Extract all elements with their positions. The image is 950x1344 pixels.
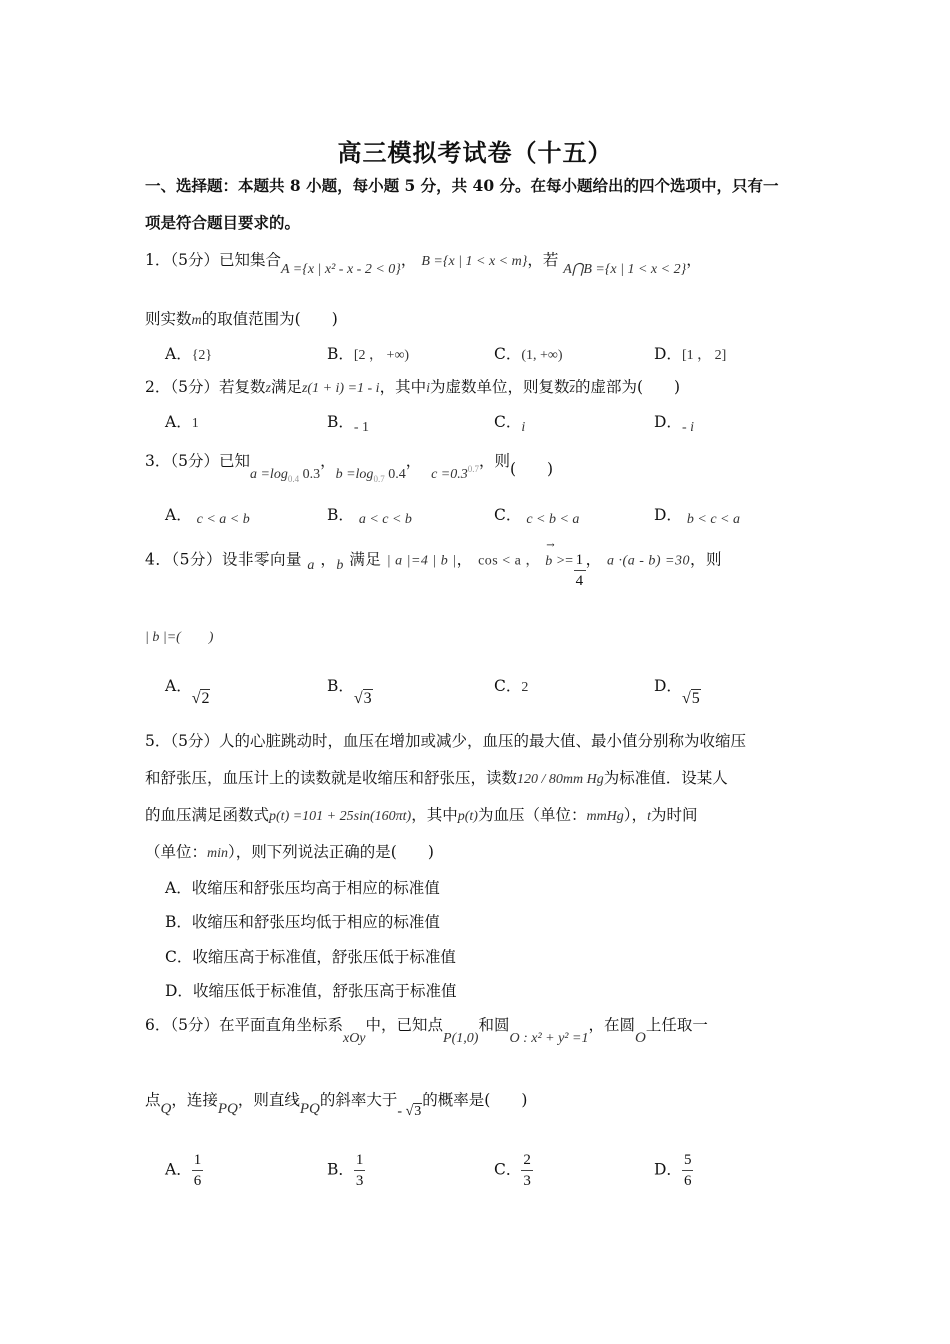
q4-punct: ， [456, 550, 473, 569]
q5-text: ）， [623, 806, 648, 824]
q1-punct: ， [686, 251, 702, 269]
q6-frac-c: $\frac{2}{3}$ [523, 1152, 531, 1189]
q5-text: 为血压（单位： [477, 806, 587, 824]
section-header-line1: 一、选择题：本题共 8 小题，每小题 5 分，共 40 分。在每小题给出的四个选项中，只有一 [145, 176, 779, 195]
q3-text: ，则 [478, 452, 510, 471]
q3-text: 3．（5分）已知 [145, 452, 250, 471]
q2-option-d[interactable]: D．- i [654, 413, 694, 435]
sqrt-icon: √ [405, 1104, 414, 1119]
sqrt-icon: √ [191, 690, 201, 707]
q6-frac-d: $\frac{5}{6}$ [683, 1152, 692, 1189]
q4-punct: ， [585, 550, 602, 569]
q6-point-p: P(1,0) [443, 1031, 479, 1046]
q2-text: 的虚部为( ) [574, 378, 681, 396]
q6-line-pq2: PQ [299, 1101, 320, 1117]
q6-text: 点 [145, 1091, 161, 1109]
q4-option-b[interactable]: B．√3 [327, 677, 372, 707]
q3-option-a[interactable]: A． c < a < b [165, 506, 250, 527]
sqrt-icon: √ [681, 690, 691, 707]
q5-line3 [145, 805, 697, 827]
q6-text: 和圆 [478, 1016, 510, 1034]
q2-var-z: z [265, 381, 271, 396]
q5-text: 的血压满足函数式 [145, 806, 270, 824]
q4-punct: ， [320, 550, 337, 569]
q2-equation: z(1 + i) =1 - i [301, 381, 380, 396]
q5-unit: mmHg [586, 809, 624, 824]
q2-option-a[interactable]: A．1 [165, 413, 199, 431]
q3-option-b[interactable]: B． a < c < b [327, 506, 412, 527]
q3-paren: ( ) [510, 460, 554, 479]
q4-option-a[interactable]: A．√2 [165, 677, 210, 707]
q4-dot-product: a ·(a - b) =30 [607, 553, 690, 569]
section-header-line2: 项是符合题目要求的。 [145, 213, 301, 232]
q5-line1: 5．（5分）人的心脏跳动时，血压在增加或减少，血压的最大值、最小值分别称为收缩压 [145, 732, 746, 750]
q1-punct: ，若 [527, 251, 559, 269]
q5-var-t: t [647, 809, 651, 824]
q6-text: 的概率是( ) [422, 1091, 528, 1109]
q3-exponent-c: 0.7 [467, 464, 479, 474]
q5-text: ），则下列说法正确的是( ) [228, 843, 434, 861]
q5-option-b[interactable]: B．收缩压和舒张压均低于相应的标准值 [165, 913, 440, 931]
q6-frac-a: $\frac{1}{6}$ [193, 1152, 202, 1189]
q4-vector-a: a [307, 557, 315, 573]
q2-option-b[interactable]: B．- 1 [327, 413, 370, 435]
q4-option-c[interactable]: C．2 [494, 677, 529, 695]
q6-frac-b: $\frac{1}{3}$ [355, 1152, 364, 1189]
q5-text: 为标准值．设某人 [603, 769, 728, 787]
q5-text: 和舒张压，血压计上的读数就是收缩压和舒张压，读数 [145, 769, 518, 787]
q4-vector-b-arrow: b [545, 553, 553, 569]
q5-function: p(t) =101 + 25sin(160πt) [269, 809, 412, 824]
q3-option-c[interactable]: C． c < b < a [494, 506, 580, 527]
q6-text: ，在圆 [588, 1016, 635, 1034]
q1-option-b[interactable]: B．[2 ， +∞) [327, 345, 410, 363]
q4-line2 [145, 626, 213, 648]
q3-log-base-b: 0.7 [373, 474, 385, 485]
q6-option-d[interactable]: D． $\frac{5}{6}$ [654, 1152, 692, 1189]
q4-question: | b |=( ) [145, 630, 214, 645]
q5-option-d[interactable]: D．收缩压低于标准值，舒张压高于标准值 [165, 982, 457, 1000]
vector-arrow-icon: → [546, 539, 556, 551]
q6-circle: O : x² + y² =1 [509, 1031, 589, 1046]
q1-text: 的取值范围为( ) [201, 310, 338, 328]
q1-set-a: A ={x | x² - x - 2 < 0} [280, 262, 401, 277]
q4-text: ，则 [689, 550, 722, 569]
q6-text: 中，已知点 [365, 1016, 444, 1034]
q3-def-b: b =log [335, 467, 374, 483]
q6-option-a[interactable]: A． $\frac{1}{6}$ [165, 1152, 202, 1189]
q6-var-q: Q [160, 1101, 172, 1117]
q5-unit-min: min [207, 846, 229, 861]
q6-text: 6．（5分）在平面直角坐标系 [145, 1016, 343, 1034]
q1-punct: ， [400, 251, 417, 269]
q4-magnitude: | a |=4 | b | [386, 553, 457, 569]
q3-log-arg-b: 0.4 [384, 467, 406, 483]
q6-text: 的斜率大于 [319, 1091, 398, 1109]
q2-line1 [145, 377, 680, 399]
q4-option-d[interactable]: D．√5 [654, 677, 700, 707]
q3-log-arg-a: 0.3 [299, 467, 321, 483]
q6-coordinate-system: xOy [342, 1031, 366, 1046]
q1-line1 [145, 250, 702, 277]
q3-line1 [145, 447, 554, 485]
page-title: 高三模拟考试卷（十五） [337, 138, 613, 167]
q5-option-c[interactable]: C．收缩压高于标准值，舒张压低于标准值 [165, 948, 456, 966]
q6-text: ，连接 [171, 1091, 218, 1109]
q6-text: ，则直线 [237, 1091, 300, 1109]
q3-punct: ， [405, 452, 422, 471]
q1-text: 则实数 [145, 310, 192, 328]
q1-set-b: B ={x | 1 < x < m} [421, 254, 528, 269]
q6-text: 上任取一 [645, 1016, 708, 1034]
q5-var-p: p(t) [457, 809, 478, 824]
q6-option-c[interactable]: C． $\frac{2}{3}$ [494, 1152, 531, 1189]
q2-text: 2．（5分）若复数 [145, 378, 266, 396]
q1-option-d[interactable]: D．[1 ， 2] [654, 345, 727, 363]
q3-def-a: a =log [249, 467, 288, 483]
q5-text: ，其中 [411, 806, 458, 824]
q4-line1 [145, 539, 722, 589]
q1-option-a[interactable]: A．{2} [165, 345, 213, 363]
q5-line2 [145, 768, 728, 790]
q3-option-d[interactable]: D． b < c < a [654, 506, 740, 527]
q2-text: 为虚数单位，则复数 [429, 378, 570, 396]
q1-number: 1．（5分）已知集合 [145, 251, 281, 269]
q5-standard-value: 120 / 80mm Hg [517, 772, 604, 787]
q2-text: 满足 [270, 378, 302, 396]
q3-log-base-a: 0.4 [287, 474, 300, 485]
q1-line2 [145, 309, 338, 331]
q5-option-a[interactable]: A．收缩压和舒张压均高于相应的标准值 [165, 879, 440, 897]
q6-var-o: O [634, 1030, 646, 1046]
q5-text: （单位： [145, 843, 208, 861]
q3-def-c: c =0.3 [431, 467, 468, 483]
q6-line1 [145, 1015, 708, 1046]
q1-option-c[interactable]: C．(1, +∞) [494, 345, 563, 363]
q4-text: 4．（5分）设非零向量 [145, 550, 302, 569]
q2-option-c[interactable]: C．i [494, 413, 526, 435]
q6-line2 [145, 1090, 528, 1119]
q4-vector-b: b [336, 557, 344, 573]
q6-neg-sqrt3: - √3 [397, 1104, 422, 1119]
q1-intersection: A⋂B ={x | 1 < x < 2} [563, 262, 687, 277]
q4-text: 满足 [349, 550, 382, 569]
q6-line-pq: PQ [217, 1101, 238, 1117]
q5-line4 [145, 842, 434, 864]
q2-text: ，其中 [379, 378, 427, 396]
q6-option-b[interactable]: B． $\frac{1}{3}$ [327, 1152, 364, 1189]
sqrt-icon: √ [353, 690, 363, 707]
q4-cos: cos < a ， [478, 553, 540, 569]
q3-punct: ， [320, 452, 336, 471]
q5-text: 为时间 [650, 806, 698, 824]
q2-var-zbar: $\overline{z}$ [569, 381, 575, 396]
q4-fraction: $\frac{1}{4}$ [575, 552, 584, 589]
q1-var-m: m [191, 313, 202, 328]
q2-var-i: i [426, 381, 430, 396]
q4-eq: >= [552, 553, 574, 569]
